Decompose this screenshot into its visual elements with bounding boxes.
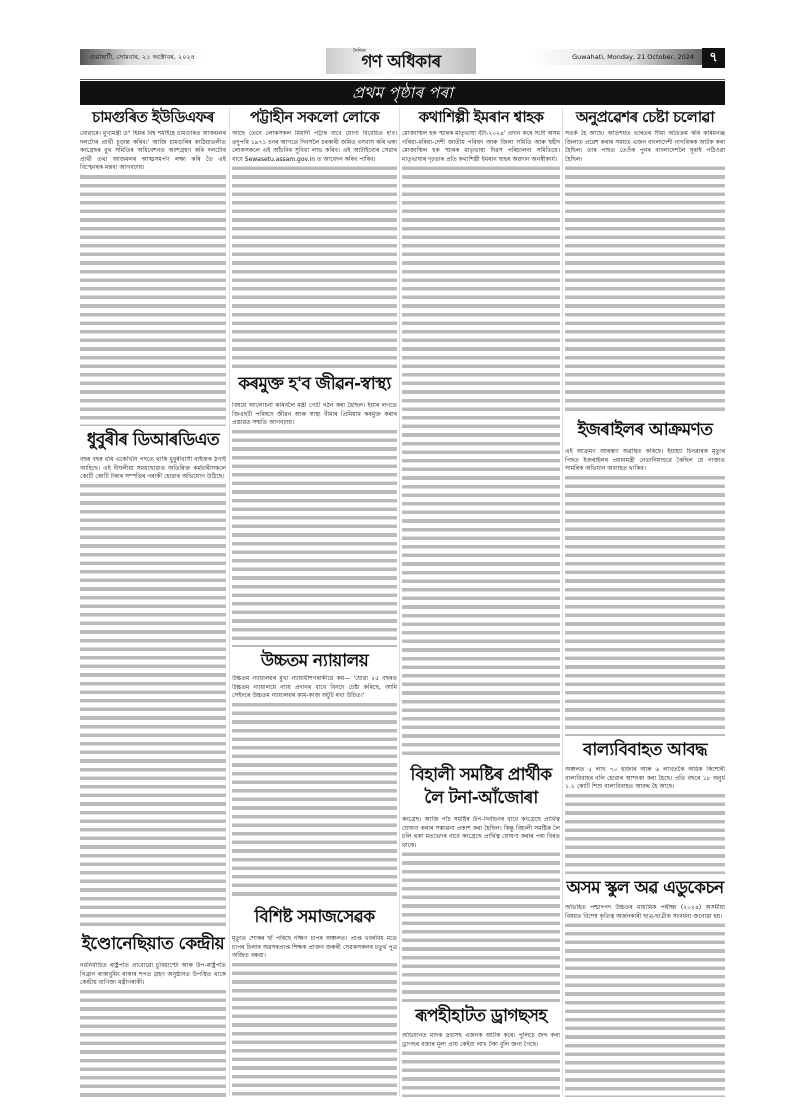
article-headline[interactable]: ৰূপহীহাটত ড্ৰাগছসহ bbox=[415, 1006, 547, 1026]
article-headline[interactable]: বিহালী সমষ্টিৰ প্ৰাৰ্থীক লৈ টনা-আঁজোৰা bbox=[410, 765, 552, 808]
article-body: নৱনিৰ্বাচিত ৰাষ্ট্ৰপতি প্ৰাবোৱো চুবিয়াণ্টো আৰু উপ-ৰাষ্ট্ৰপতি গিব্ৰান ৰাকাবুমিং ৰাকাৰ শপত গ্ৰহণ অনুষ্ঠানত উপস্থিত থাকে কেন্দ্ৰীয় বাণিজ্য মন্ত্ৰীগৰাকী। bbox=[80, 962, 226, 987]
article-headline[interactable]: কৰমুক্ত হ'ব জীৱন-স্বাস্থ্য bbox=[238, 374, 391, 394]
article[interactable] bbox=[80, 428, 226, 928]
article-headline[interactable]: অনুপ্ৰৱেশৰ চেষ্টা চলোৱা bbox=[575, 108, 715, 126]
article[interactable] bbox=[232, 372, 397, 647]
article[interactable] bbox=[565, 738, 725, 874]
article-headline[interactable]: ইজৰাইলৰ আক্ৰমণত bbox=[577, 420, 713, 440]
article-body: অভিহিত পশ্চাদপদ উচ্চতৰ মাধ্যমিক পৰীক্ষা (২০২৪) অসমীয়া বিষয়ত বিশেষ কৃতিত্ব অৰ্জনকাৰী ছাত্ৰ-ছাত্ৰীক সংবৰ্ধনা জনোৱা হয়। bbox=[565, 904, 725, 920]
article[interactable] bbox=[565, 418, 725, 736]
article-body: আছে তেনে লোকসকল মিয়াদী পট্টাৰ বাবে যোগ্য বিবেচিত হ'ব। তদুপৰি ১৯৭১ চনৰ আগতে দিবসলৈ চৰকাৰী জমিত বসবাস কৰি থকা লোকসকলে এই আঁচনিৰ সুবিধা লাভ কৰিব। এই আটাইবোৰ সেৱাৰ বাবে Sewasetu.assam.gov.in ত আবেদন কৰিব পাৰিব। bbox=[232, 130, 397, 163]
article-headline[interactable]: অসম স্কুল অৱ এডুকেচন bbox=[566, 878, 724, 898]
article[interactable] bbox=[232, 905, 397, 1097]
date-assamese: গুৱাহাটী, সোমবাৰ, ২১ অক্টোবৰ, ২০২৪ bbox=[80, 49, 205, 65]
article-body: উচ্চতম ন্যায়ালয়ৰ মুখ্য ন্যায়াধীশগৰাকীয়ে কয়— 'যোৱা ২৫ বছৰত উচ্চতম ন্যায়ালয়ে ন্যায় প্ৰদানৰ বাবে বিনদে চেষ্টা কৰিছে, আমি সেইদৰে উচ্চতম ন্যায়ালয়ৰ কাম-কাজ অটুট ৰখা উচিত।' bbox=[232, 675, 397, 700]
column-divider bbox=[562, 108, 563, 1096]
article-headline[interactable]: বাল্যবিবাহত আবদ্ধ bbox=[582, 740, 708, 760]
article-headline[interactable]: চামগুৰিত ইউডিএফৰ bbox=[92, 108, 214, 126]
section-title: প্ৰথম পৃষ্ঠাৰ পৰা bbox=[80, 81, 725, 105]
article-headline[interactable]: ইণ্ডোনেছিয়াত কেন্দ্ৰীয় bbox=[81, 934, 225, 954]
article-body: নোৱাৰে। মুখ্যমন্ত্ৰী ড° হিমন্ত বিশ্ব শৰ্মাইহে চামগুৰিত আজমলৰ দলটোৰ প্ৰাৰ্থী চূড়ান্ত কৰিব।' আজি চামগুৰিৰ কাঠিয়াতলীত কংগ্ৰেছৰ বুথ সমিতিৰ অধিবেশনত অংশগ্ৰহণ কৰি দলটোৰ প্ৰাৰ্থী তথা আজমলৰ আত্মসমৰ্পণ লক্ষ্য কৰি তৈ এই বিস্ফোৰক মন্তব্য আগবঢ়ায়। bbox=[80, 130, 226, 172]
article-body: কংগ্ৰেছ। আজি পাঁচ সমষ্টিৰ উপ-নিৰ্বাচনৰ বাবে কংগ্ৰেছে প্ৰাৰ্থিত্ব ঘোষণা কৰাৰ সম্ভাৱনা প্ৰকাশ কৰা হৈছিল। কিন্তু বিহালী সমষ্টিক লৈ চলি থকা মতভেদৰ বাবে কংগ্ৰেছে প্ৰাৰ্থিত্ব ঘোষণা কৰাৰ পৰা বিৰত থাকে। bbox=[402, 816, 560, 849]
article[interactable] bbox=[565, 876, 725, 1097]
article-headline[interactable]: ধুবুৰীৰ ডিআৰডিএত bbox=[86, 430, 220, 450]
newspaper-logo bbox=[326, 48, 476, 74]
date-english: Guwahati, Monday, 21 October, 2024 bbox=[530, 49, 702, 65]
column-divider bbox=[229, 108, 230, 1096]
article-body: বিষয়ে আলোচনা কৰিবলৈ মন্ত্ৰী গোট গঠন কৰা হৈছিল। ইয়াৰ লগতে জিএছটি পৰিষদে জীৱন আৰু স্বাস্থ্য বীমাৰ প্ৰিমিয়াম কৰমুক্ত কৰাৰ প্ৰস্তাৱত সন্মতি আগবঢ়ায়। bbox=[232, 402, 397, 427]
article-headline[interactable]: পট্টাহীন সকলো লোকে bbox=[249, 108, 380, 126]
article[interactable] bbox=[232, 108, 397, 370]
article-headline[interactable]: উচ্চতম ন্যায়ালয় bbox=[260, 651, 369, 671]
article[interactable] bbox=[565, 108, 725, 414]
article[interactable] bbox=[232, 649, 397, 901]
article[interactable] bbox=[80, 108, 226, 426]
article-body: অভিযানত মাদক দ্ৰব্যসহ এজনক আটক কৰে। পুলিচে জব্দ কৰা ড্ৰাগছৰ বজাৰ মূল্য প্ৰায় কেইবা লাখ টকা বুলি জনা গৈছে। bbox=[402, 1032, 560, 1048]
article-body: মৃত্যুত শোকৰ ছাঁ পৰিছে দক্ষিণ চাপৰ অঞ্চলত। প্ৰাপ্ত খবৰবিধ মতে চাপৰ চিলাৰ অৱসৰপ্ৰাপ্ত শিক্ষক প্ৰাক্তন জৰুৰী সেৱকসকলৰ চতুৰ্থ পুত্ৰ অজিত বৰুৱা। bbox=[232, 935, 397, 960]
article-headline[interactable]: কথাশিল্পী ইমৰান শ্বাহক bbox=[418, 108, 544, 126]
article[interactable] bbox=[402, 764, 560, 1002]
article[interactable] bbox=[402, 108, 560, 760]
article-body: অঞ্চলত ৫ লাখ ৭০ হাজাৰ আৰু ৬ লাখতকৈ অধিক কিশোৰী বাল্যবিবাহৰ বলি হোৱাৰ আশংকা কৰা হৈছে। প্ৰতি বছৰে ১৮ অনুৰ্ধ ১.২ কোটি শিশু বাল্যবিবাহত আবদ্ধ হৈ আছে। bbox=[565, 766, 725, 791]
column-divider bbox=[399, 108, 400, 1096]
logo-text: গণ অধিকাৰ bbox=[361, 52, 441, 72]
article-body: মোজাম্মিল হক স্মাৰক মাতৃভাষা বঁটা-২০২৪' প্ৰদান কৰে সদৌ অসম গৰিয়া-মৰিয়া-দেশী জাতীয় পৰিষদ আৰু জিলা সমিতি আৰু শ্বহীদ মোজাম্মিল হক স্মাৰক মাতৃভাষা দিৱস পৰিচালনা সমিতিয়ে। মাতৃভাষাৰ দৃঢ়তাৰ প্ৰতি কথাশিল্পী ইমৰান শ্বাহৰ অৱদান অনস্বীকাৰ্য। bbox=[402, 130, 560, 163]
logo-small-text: দৈনিক bbox=[353, 48, 366, 54]
article-body: বছৰ বছৰ ধৰি একেখিনি পদতে থাকি ধুবুৰীবাসী বাইজক ঠগাই আহিছে। এই দীঘলীয়া সময়ছোৱাত অতিৰিক্ত কৰ্মচাৰীসকলে কোটি কোটি টকাৰ সম্পত্তিৰ গৰাকী হোৱাৰ অভিযোগ উঠিছে। bbox=[80, 456, 226, 481]
article[interactable] bbox=[80, 932, 226, 1097]
article[interactable] bbox=[402, 1004, 560, 1097]
header-rule bbox=[80, 79, 725, 80]
article-body: এই আক্ৰমণ আৰম্ভণ অৱস্থিত কৰিছে। ইয়াহ্যা চিনৱাৰক মৃত্যুৰ পিছত ইজৰাইলৰ প্ৰধানমন্ত্ৰী নেতানিয়াহুৱে কৈছিল যে গাজাত সামৰিক অভিযান অব্যাহত থাকিব। bbox=[565, 448, 725, 473]
page-number: ৭ bbox=[702, 48, 725, 68]
article-headline[interactable]: বিশিষ্ট সমাজসেৱক bbox=[254, 907, 375, 927]
article-body: সতৰ্ক হৈ আছে। অতিশয়ত ভাৰতৰ সীমা অতিক্ৰম কৰি কৰিমগঞ্জ জিলাত প্ৰৱেশ কৰাৰ সময়ত এজন বাংলাদেশী নাগৰিকক আটক কৰা হৈছিল। তাৰ পাছত তেওঁক পুনৰ বাংলাদেশলৈ ঘূৰাই পঠিওৱা হৈছিল। bbox=[565, 130, 725, 163]
